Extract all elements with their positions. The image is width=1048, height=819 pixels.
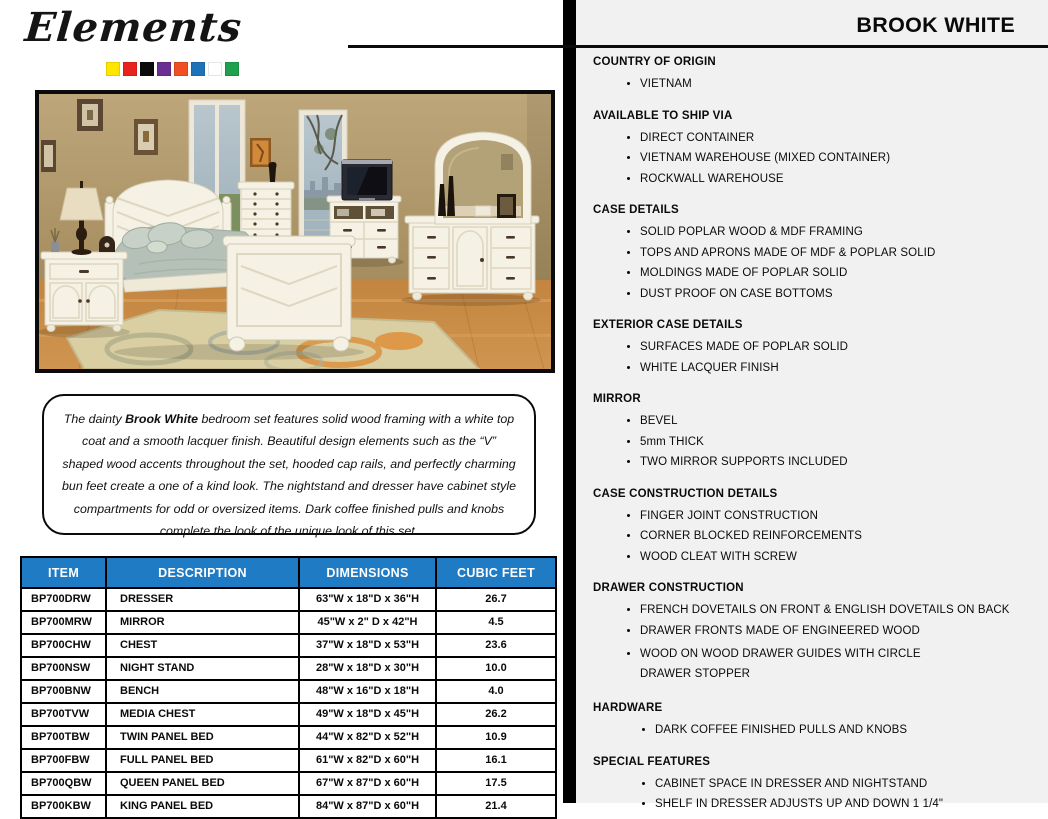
cell-item: BP700QBW	[21, 772, 106, 795]
cell-dimensions: 44"W x 82"D x 52"H	[299, 726, 436, 749]
spec-bullet: • VIETNAM	[640, 74, 1033, 95]
table-row	[21, 611, 556, 634]
col-header-description: DESCRIPTION	[106, 557, 299, 588]
cell-item: BP700FBW	[21, 749, 106, 772]
spec-bullet: • CORNER BLOCKED REINFORCEMENTS	[640, 526, 1033, 547]
cell-description: FULL PANEL BED	[106, 749, 299, 772]
cell-cubic-feet: 16.1	[436, 749, 556, 772]
logo-color-squares	[106, 62, 239, 76]
cell-item: BP700KBW	[21, 795, 106, 818]
spec-bullet: • DRAWER FRONTS MADE OF ENGINEERED WOOD	[640, 621, 1033, 642]
cell-description: QUEEN PANEL BED	[106, 772, 299, 795]
product-description-box	[42, 394, 536, 539]
cell-cubic-feet: 26.7	[436, 588, 556, 611]
section-bullets	[593, 74, 1033, 95]
spec-bullet: • WOOD CLEAT WITH SCREW	[640, 547, 1033, 568]
nightstand	[39, 252, 130, 338]
cell-dimensions: 28"W x 18"D x 30"H	[299, 657, 436, 680]
spec-bullet: • DUST PROOF ON CASE BOTTOMS	[640, 284, 1033, 305]
spec-bullet: • TOPS AND APRONS MADE OF MDF & POPLAR SOLID	[640, 243, 1033, 264]
spec-bullet: • TWO MIRROR SUPPORTS INCLUDED	[640, 452, 1033, 473]
section-country-of-origin	[593, 55, 1033, 95]
logo-square-white	[208, 62, 222, 76]
cell-cubic-feet: 4.0	[436, 680, 556, 703]
cell-cubic-feet: 4.5	[436, 611, 556, 634]
section-case-construction-details	[593, 487, 1033, 568]
spec-bullet: • BEVEL	[640, 411, 1033, 432]
section-heading: CASE CONSTRUCTION DETAILS	[593, 487, 778, 500]
section-drawer-construction	[593, 581, 1033, 687]
product-description	[61, 408, 517, 542]
logo-square-yellow	[106, 62, 120, 76]
spec-bullet: • SURFACES MADE OF POPLAR SOLID	[640, 337, 1033, 358]
table-header-row	[21, 557, 556, 588]
spec-sections	[593, 55, 1033, 815]
section-mirror	[593, 392, 1033, 473]
section-bullets	[593, 222, 1033, 304]
section-bullets	[593, 774, 1033, 815]
section-heading: SPECIAL FEATURES	[593, 755, 711, 768]
section-bullets	[593, 720, 1033, 741]
spec-bullet: • SHELF IN DRESSER ADJUSTS UP AND DOWN 1 1/4"	[655, 794, 1033, 815]
section-available-to-ship-via	[593, 109, 1033, 190]
spec-bullet: • DIRECT CONTAINER	[640, 128, 1033, 149]
spec-bullet: • WOOD ON WOOD DRAWER GUIDES WITH CIRCLE DRAWER STOPPER	[640, 641, 975, 687]
cell-cubic-feet: 10.0	[436, 657, 556, 680]
cell-item: BP700MRW	[21, 611, 106, 634]
product-photo	[35, 90, 555, 373]
section-special-features	[593, 755, 1033, 815]
section-heading: CASE DETAILS	[593, 204, 679, 216]
logo-square-red	[123, 62, 137, 76]
section-heading: DRAWER CONSTRUCTION	[593, 582, 744, 594]
description-body: bedroom set features solid wood framing with a white top coat and a smooth lacquer finish. Beautiful design elements such as the “V” shaped wood accents throughout the set, hooded cap rails, and perfectly charming bun feet create a one of a kind look. The nightstand and dresser have cabinet style compartments for odd or oversized items. Dark coffee finished pulls and knobs complete the look of the unique look of this set.	[62, 412, 516, 539]
section-exterior-case-details	[593, 318, 1033, 378]
spec-bullet: • MOLDINGS MADE OF POPLAR SOLID	[640, 263, 1033, 284]
cell-item: BP700TBW	[21, 726, 106, 749]
table-row	[21, 634, 556, 657]
cell-cubic-feet: 26.2	[436, 703, 556, 726]
cell-dimensions: 45"W x 2" D x 42"H	[299, 611, 436, 634]
section-bullets	[593, 128, 1033, 190]
cell-description: TWIN PANEL BED	[106, 726, 299, 749]
cell-item: BP700CHW	[21, 634, 106, 657]
spec-bullet: • VIETNAM WAREHOUSE (MIXED CONTAINER)	[640, 148, 1033, 169]
cell-dimensions: 48"W x 16"D x 18"H	[299, 680, 436, 703]
section-heading: AVAILABLE TO SHIP VIA	[593, 109, 733, 122]
section-bullets	[593, 411, 1033, 473]
description-intro: The dainty	[63, 412, 126, 426]
section-heading: COUNTRY OF ORIGIN	[593, 56, 716, 68]
table-row	[21, 703, 556, 726]
section-heading: HARDWARE	[593, 702, 663, 714]
spec-bullet: • FRENCH DOVETAILS ON FRONT & ENGLISH DOVETAILS ON BACK	[640, 600, 1033, 621]
section-bullets	[593, 337, 1033, 378]
table-row	[21, 680, 556, 703]
cell-cubic-feet: 17.5	[436, 772, 556, 795]
cell-description: MEDIA CHEST	[106, 703, 299, 726]
spec-bullet: • CABINET SPACE IN DRESSER AND NIGHTSTAND	[655, 774, 1033, 795]
table-row	[21, 588, 556, 611]
page-title: BROOK WHITE	[856, 13, 1015, 37]
cell-description: CHEST	[106, 634, 299, 657]
cell-cubic-feet: 10.9	[436, 726, 556, 749]
cell-description: BENCH	[106, 680, 299, 703]
table-row	[21, 795, 556, 818]
cell-dimensions: 49"W x 18"D x 45"H	[299, 703, 436, 726]
logo-square-orange	[174, 62, 188, 76]
cell-description: DRESSER	[106, 588, 299, 611]
col-header-item: ITEM	[21, 557, 106, 588]
table-row	[21, 726, 556, 749]
logo-square-blue	[191, 62, 205, 76]
logo-square-purple	[157, 62, 171, 76]
cell-dimensions: 67"W x 87"D x 60"H	[299, 772, 436, 795]
cell-cubic-feet: 21.4	[436, 795, 556, 818]
col-header-cubic-feet: CUBIC FEET	[436, 557, 556, 588]
logo-square-green	[225, 62, 239, 76]
table-row	[21, 772, 556, 795]
description-product-name: Brook White	[125, 412, 199, 426]
cell-dimensions: 63"W x 18"D x 36"H	[299, 588, 436, 611]
cell-cubic-feet: 23.6	[436, 634, 556, 657]
spec-bullet: • WHITE LACQUER FINISH	[640, 358, 1033, 379]
spec-bullet: • ROCKWALL WAREHOUSE	[640, 169, 1033, 190]
cell-dimensions: 37"W x 18"D x 53"H	[299, 634, 436, 657]
item-spec-table	[20, 556, 557, 819]
cell-description: MIRROR	[106, 611, 299, 634]
section-bullets	[593, 600, 1033, 687]
cell-description: NIGHT STAND	[106, 657, 299, 680]
section-case-details	[593, 203, 1033, 304]
dresser	[401, 216, 541, 306]
cell-item: BP700DRW	[21, 588, 106, 611]
spec-bullet: • DARK COFFEE FINISHED PULLS AND KNOBS	[655, 720, 1033, 741]
television	[342, 160, 392, 201]
section-hardware	[593, 701, 1033, 741]
cell-item: BP700TVW	[21, 703, 106, 726]
col-header-dimensions: DIMENSIONS	[299, 557, 436, 588]
section-bullets	[593, 506, 1033, 568]
title-underline-rule	[348, 45, 1048, 48]
cell-dimensions: 61"W x 82"D x 60"H	[299, 749, 436, 772]
table-row	[21, 657, 556, 680]
brand-logo: Elements	[22, 4, 245, 51]
section-heading: EXTERIOR CASE DETAILS	[593, 319, 743, 331]
spec-bullet: • SOLID POPLAR WOOD & MDF FRAMING	[640, 222, 1033, 243]
cell-item: BP700BNW	[21, 680, 106, 703]
cell-dimensions: 84"W x 87"D x 60"H	[299, 795, 436, 818]
cell-description: KING PANEL BED	[106, 795, 299, 818]
cell-item: BP700NSW	[21, 657, 106, 680]
logo-square-black	[140, 62, 154, 76]
section-heading: MIRROR	[593, 393, 641, 405]
vertical-divider-bar	[563, 0, 576, 803]
spec-bullet: • FINGER JOINT CONSTRUCTION	[640, 506, 1033, 527]
spec-bullet: • 5mm THICK	[640, 432, 1033, 453]
table-row	[21, 749, 556, 772]
bedroom-scene-illustration	[39, 94, 551, 369]
